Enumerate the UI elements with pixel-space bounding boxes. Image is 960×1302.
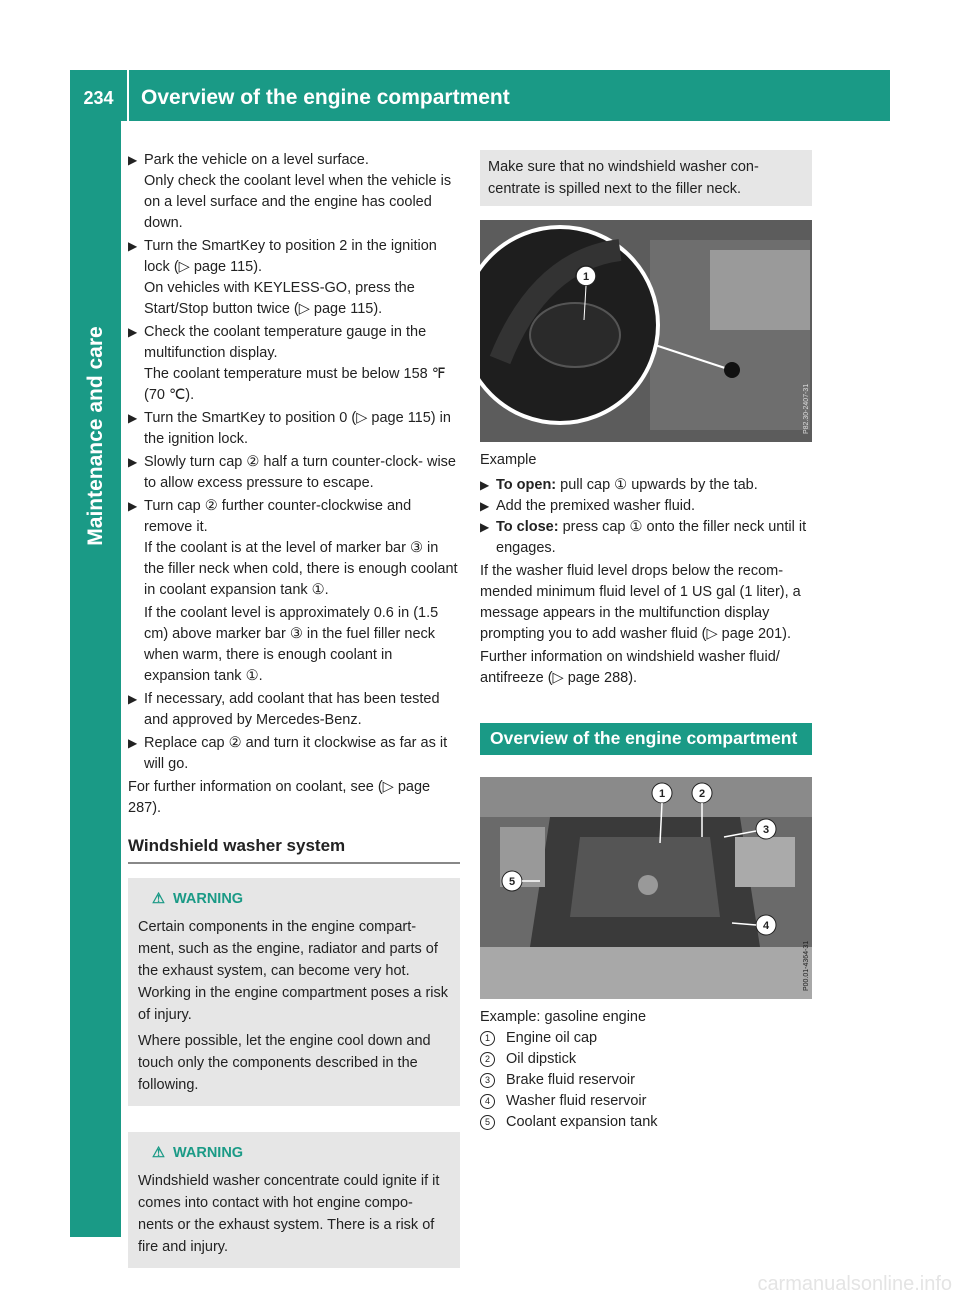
engine-compartment-photo [480, 777, 812, 999]
step-text: Turn the SmartKey to position 0 (▷ page 115) in the ignition lock. [144, 410, 451, 447]
warning-icon: ⚠ [152, 1145, 165, 1161]
step-text: Turn the SmartKey to position 2 in the ignition lock (▷ page 115). [144, 238, 437, 275]
step-text: If necessary, add coolant that has been tested and approved by Mercedes-Benz. [144, 691, 440, 728]
legend-item [480, 1049, 812, 1070]
legend-number: 5 [480, 1115, 495, 1130]
header-divider [127, 70, 129, 121]
further-info: For further information on coolant, see (▷ page 287). [128, 779, 431, 816]
warning-box [128, 878, 460, 1106]
step-arrow-icon: ▶ [480, 499, 490, 513]
notice-text: Make sure that no windshield washer con- centrate is spilled next to the filler neck. [488, 159, 759, 197]
step [128, 322, 460, 364]
svg-text:5: 5 [508, 876, 516, 888]
warning-text: Where possible, let the engine cool down and touch only the components described in the following. [138, 1033, 431, 1093]
right-column [480, 150, 812, 1133]
step [480, 517, 812, 559]
watermark: carmanualsonline.info [757, 1273, 952, 1295]
step-label: To close: [496, 519, 559, 535]
engine-compartment-illustration [480, 777, 812, 999]
paragraph: Further information on windshield washer fluid/ antifreeze (▷ page 288). [480, 649, 780, 686]
svg-text:4: 4 [762, 920, 770, 932]
legend-label: Oil dipstick [506, 1051, 577, 1067]
photo-caption: Example: gasoline engine [480, 1009, 647, 1025]
step-text: Turn cap ② further counter-clockwise and remove it. [144, 498, 412, 535]
legend-number: 3 [480, 1073, 495, 1088]
step-note: Only check the coolant level when the vehicle is on a level surface and the engine has cooled down. [144, 173, 452, 231]
svg-text:1: 1 [658, 788, 666, 800]
step-arrow-icon: ▶ [480, 520, 490, 534]
step-label: To open: [496, 477, 557, 493]
warning-text: Certain components in the engine compart- ment, such as the engine, radiator and parts of the exhaust system, can become very hot. Working in the engine compartment poses a risk of injury. [138, 919, 449, 1023]
step-arrow-icon: ▶ [128, 692, 138, 706]
step-text: Check the coolant temperature gauge in the multifunction display. [144, 324, 427, 361]
step-arrow-icon: ▶ [128, 153, 138, 167]
svg-text:1: 1 [582, 271, 590, 283]
step [128, 496, 460, 538]
page-title: Overview of the engine compartment [141, 86, 510, 109]
step-arrow-icon: ▶ [128, 325, 138, 339]
washer-cap-illustration [480, 220, 812, 442]
warning-header [138, 1142, 450, 1164]
warning-text: Windshield washer concentrate could ignite if it comes into contact with hot engine compo- nents or the exhaust system. There is a risk of fire and injury. [138, 1173, 440, 1255]
section-heading: Overview of the engine compartment [480, 723, 812, 755]
step [128, 689, 460, 731]
paragraph: If the washer fluid level drops below the recom- mended minimum fluid level of 1 US gal (1 liter), a message appears in the multifunction display prompting you to add washer fluid (▷ page 201). [480, 563, 801, 642]
step-text: Park the vehicle on a level surface. [144, 152, 369, 168]
photo-caption: Example [480, 452, 537, 468]
subheading: Windshield washer system [128, 835, 460, 864]
step-text: press cap ① onto the filler neck until it engages. [496, 519, 807, 556]
step-text: Slowly turn cap ② half a turn counter-clock- wise to allow excess pressure to escape. [144, 454, 456, 491]
step [128, 408, 460, 450]
legend-label: Coolant expansion tank [506, 1114, 658, 1130]
legend-label: Engine oil cap [506, 1030, 598, 1046]
step-arrow-icon: ▶ [128, 455, 138, 469]
photo-code: P00.01-4364-31 [803, 940, 810, 991]
legend-number: 1 [480, 1031, 495, 1046]
step [128, 452, 460, 494]
legend-item [480, 1070, 812, 1091]
left-column [128, 150, 460, 1294]
warning-icon: ⚠ [152, 891, 165, 907]
step-note: If the coolant level is approximately 0.6 in (1.5 cm) above marker bar ③ in the fuel filler neck when warm, there is enough coolant in expansion tank ①. [144, 605, 439, 684]
warning-header [138, 888, 450, 910]
svg-text:3: 3 [762, 824, 770, 836]
step-text: Add the premixed washer fluid. [496, 498, 696, 514]
step-arrow-icon: ▶ [128, 411, 138, 425]
warning-title: WARNING [173, 1145, 244, 1161]
warning-title: WARNING [173, 891, 244, 907]
photo-code: P82.30-2407-31 [803, 383, 810, 434]
washer-cap-photo [480, 220, 812, 442]
notice-box [480, 150, 812, 206]
legend-item [480, 1112, 812, 1133]
legend-label: Washer fluid reservoir [506, 1093, 647, 1109]
side-tab-label: Maintenance and care [83, 326, 107, 546]
step [128, 733, 460, 775]
svg-text:2: 2 [698, 788, 706, 800]
step-note: If the coolant is at the level of marker bar ③ in the filler neck when cold, there is enough coolant in coolant expansion tank ①. [144, 540, 458, 598]
step [128, 236, 460, 278]
warning-box [128, 1132, 460, 1268]
step-arrow-icon: ▶ [480, 478, 490, 492]
legend-number: 2 [480, 1052, 495, 1067]
step-arrow-icon: ▶ [128, 239, 138, 253]
step-note: The coolant temperature must be below 158 ℉ (70 ℃). [144, 366, 446, 403]
step [128, 150, 460, 171]
step [480, 496, 812, 517]
legend-number: 4 [480, 1094, 495, 1109]
step-arrow-icon: ▶ [128, 499, 138, 513]
step-text: pull cap ① upwards by the tab. [556, 477, 758, 493]
step-text: Replace cap ② and turn it clockwise as far as it will go. [144, 735, 448, 772]
step-arrow-icon: ▶ [128, 736, 138, 750]
side-tab-label-wrap [70, 121, 121, 751]
legend-label: Brake fluid reservoir [506, 1072, 635, 1088]
legend-item [480, 1091, 812, 1112]
step-note: On vehicles with KEYLESS-GO, press the Start/Stop button twice (▷ page 115). [144, 280, 415, 317]
legend-item [480, 1028, 812, 1049]
page-number: 234 [83, 88, 114, 108]
step [480, 475, 812, 496]
